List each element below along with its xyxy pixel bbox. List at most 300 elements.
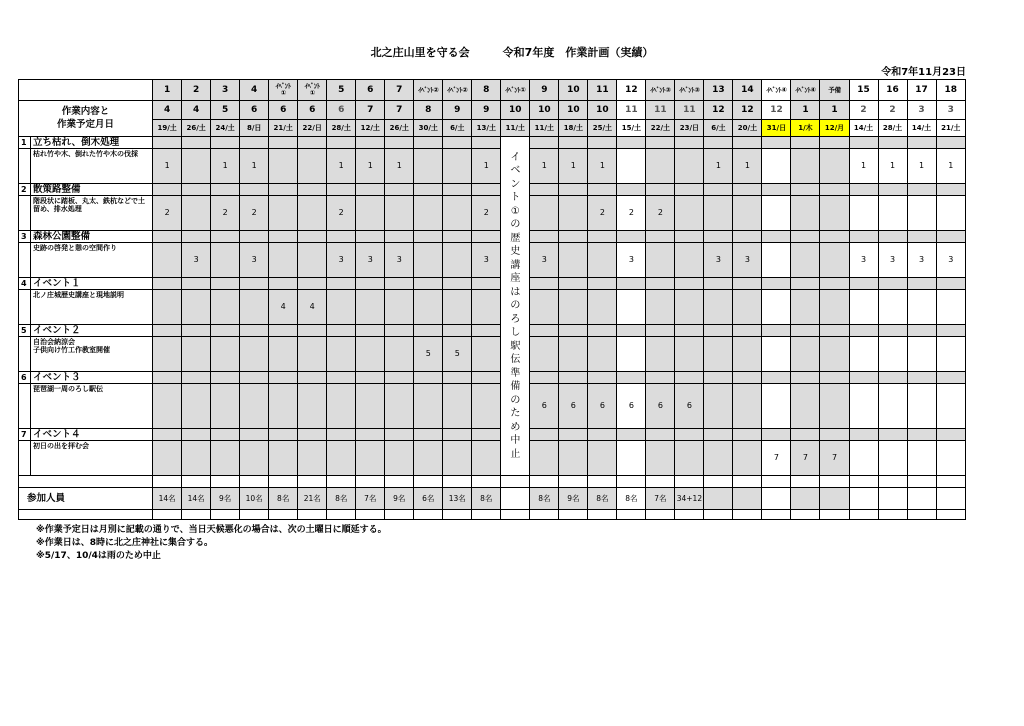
task-value-cell [414, 290, 443, 325]
table-cell [327, 184, 356, 196]
table-cell [907, 476, 936, 488]
column-month: 7 [385, 101, 414, 120]
task-value-cell [443, 149, 472, 184]
table-cell [240, 325, 269, 337]
task-value-cell [675, 243, 704, 278]
table-cell [588, 231, 617, 243]
table-cell [646, 325, 675, 337]
note-line: ※5/17、10/4は雨のため中止 [36, 551, 161, 561]
table-cell [762, 372, 791, 384]
task-value-cell [849, 384, 878, 429]
table-cell [385, 278, 414, 290]
table-cell [153, 429, 182, 441]
task-value-cell [153, 441, 182, 476]
table-cell [19, 510, 153, 520]
table-cell [414, 184, 443, 196]
table-cell [820, 429, 849, 441]
column-number: 1 [153, 80, 182, 101]
participants-cell: 21名 [298, 488, 327, 510]
column-date: 20/土 [733, 120, 762, 137]
task-value-cell [153, 290, 182, 325]
task-title: 森林公園整備 [31, 231, 153, 243]
table-cell [385, 231, 414, 243]
task-value-cell: 6 [588, 384, 617, 429]
table-cell [617, 476, 646, 488]
participants-cell: 8名 [588, 488, 617, 510]
table-cell [820, 325, 849, 337]
table-cell [269, 429, 298, 441]
task-value-cell [675, 337, 704, 372]
table-cell [443, 278, 472, 290]
task-value-cell: 2 [472, 196, 501, 231]
column-number: ｲﾍﾞﾝﾄ④ [762, 80, 791, 101]
task-value-cell [327, 441, 356, 476]
task-value-cell: 6 [617, 384, 646, 429]
task-value-cell [443, 441, 472, 476]
task-value-cell [414, 384, 443, 429]
column-number: ｲﾍﾞﾝﾄ④ [791, 80, 820, 101]
table-cell [501, 510, 530, 520]
task-value-cell [443, 290, 472, 325]
table-cell [19, 243, 31, 278]
column-month: 2 [878, 101, 907, 120]
table-cell [733, 231, 762, 243]
table-cell [19, 384, 31, 429]
task-value-cell [443, 196, 472, 231]
table-cell [472, 184, 501, 196]
table-cell [443, 372, 472, 384]
column-number: ｲﾍﾞﾝﾄ ① [269, 80, 298, 101]
table-cell [298, 137, 327, 149]
table-cell [559, 278, 588, 290]
column-month: 4 [153, 101, 182, 120]
task-value-cell [704, 384, 733, 429]
task-value-cell [298, 384, 327, 429]
column-month: 10 [559, 101, 588, 120]
task-value-cell [153, 337, 182, 372]
column-date: 14/土 [907, 120, 936, 137]
participants-cell: 8名 [269, 488, 298, 510]
table-cell [211, 372, 240, 384]
task-value-cell [617, 290, 646, 325]
table-cell [530, 278, 559, 290]
task-value-cell [762, 196, 791, 231]
task-value-cell [472, 337, 501, 372]
table-cell [820, 278, 849, 290]
table-cell [820, 137, 849, 149]
table-cell [907, 278, 936, 290]
table-cell [414, 231, 443, 243]
table-cell [936, 278, 965, 290]
table-cell [414, 476, 443, 488]
participants-cell: 14名 [153, 488, 182, 510]
column-number: 8 [472, 80, 501, 101]
table-cell [211, 325, 240, 337]
column-number: 4 [240, 80, 269, 101]
column-number: ｲﾍﾞﾝﾄ① [501, 80, 530, 101]
table-cell [617, 137, 646, 149]
column-date: 26/土 [182, 120, 211, 137]
column-month: 7 [356, 101, 385, 120]
task-value-cell [936, 337, 965, 372]
column-date: 28/土 [878, 120, 907, 137]
task-value-cell [530, 196, 559, 231]
column-month: 10 [530, 101, 559, 120]
table-cell [559, 325, 588, 337]
task-value-cell [820, 290, 849, 325]
column-month: 1 [820, 101, 849, 120]
column-date: 31/日 [762, 120, 791, 137]
task-value-cell [559, 441, 588, 476]
table-cell [414, 372, 443, 384]
table-cell [849, 325, 878, 337]
task-value-cell: 5 [414, 337, 443, 372]
column-month: 10 [588, 101, 617, 120]
column-month: 4 [182, 101, 211, 120]
table-cell [762, 476, 791, 488]
column-date: 11/土 [530, 120, 559, 137]
table-cell [298, 278, 327, 290]
task-value-cell [733, 290, 762, 325]
table-cell [646, 231, 675, 243]
table-cell [849, 510, 878, 520]
task-value-cell: 2 [240, 196, 269, 231]
table-cell [820, 510, 849, 520]
table-cell [385, 476, 414, 488]
table-cell [646, 510, 675, 520]
column-number: 2 [182, 80, 211, 101]
task-value-cell [385, 196, 414, 231]
task-detail: 自治会納涼会 子供向け竹工作教室開催 [31, 337, 153, 372]
table-cell [182, 476, 211, 488]
table-cell [733, 184, 762, 196]
table-cell [269, 137, 298, 149]
column-date: 12/土 [356, 120, 385, 137]
task-value-cell: 1 [472, 149, 501, 184]
participants-cell: 13名 [443, 488, 472, 510]
table-cell [356, 184, 385, 196]
task-value-cell [704, 290, 733, 325]
task-detail: 北ノ庄城歴史講座と現地説明 [31, 290, 153, 325]
table-cell [385, 429, 414, 441]
task-value-cell: 2 [153, 196, 182, 231]
table-cell [298, 325, 327, 337]
table-cell [878, 510, 907, 520]
task-value-cell [588, 337, 617, 372]
table-cell [19, 149, 31, 184]
column-date: 8/日 [240, 120, 269, 137]
table-cell [733, 510, 762, 520]
table-cell [327, 231, 356, 243]
table-cell [356, 476, 385, 488]
table-cell [414, 325, 443, 337]
table-cell [878, 476, 907, 488]
table-cell [182, 231, 211, 243]
task-value-cell [298, 196, 327, 231]
column-month: 6 [269, 101, 298, 120]
column-date: 24/土 [211, 120, 240, 137]
task-detail: 史跡の啓発と憩の空間作り [31, 243, 153, 278]
table-cell [733, 372, 762, 384]
task-index: 5 [19, 325, 31, 337]
table-cell [704, 278, 733, 290]
task-value-cell: 2 [646, 196, 675, 231]
table-cell [791, 184, 820, 196]
table-cell [356, 325, 385, 337]
table-cell [588, 325, 617, 337]
table-cell [675, 278, 704, 290]
task-value-cell: 3 [878, 243, 907, 278]
task-value-cell [936, 290, 965, 325]
participants-cell: 8名 [327, 488, 356, 510]
task-value-cell [269, 337, 298, 372]
table-cell [153, 510, 182, 520]
task-value-cell [762, 337, 791, 372]
column-number: 13 [704, 80, 733, 101]
task-value-cell: 3 [617, 243, 646, 278]
column-month: 5 [211, 101, 240, 120]
participants-cell: 6名 [414, 488, 443, 510]
task-value-cell [791, 196, 820, 231]
table-cell [675, 372, 704, 384]
table-cell [849, 184, 878, 196]
task-value-cell [356, 196, 385, 231]
table-cell [356, 510, 385, 520]
table-cell [704, 137, 733, 149]
table-cell [559, 137, 588, 149]
table-cell [791, 231, 820, 243]
column-number: 17 [907, 80, 936, 101]
task-value-cell: 4 [269, 290, 298, 325]
table-cell [298, 372, 327, 384]
table-cell [675, 510, 704, 520]
table-cell [704, 510, 733, 520]
item-label-line: 作業内容と [61, 106, 110, 118]
task-value-cell [385, 337, 414, 372]
table-cell [182, 510, 211, 520]
table-cell [733, 325, 762, 337]
task-value-cell [733, 384, 762, 429]
task-value-cell: 6 [530, 384, 559, 429]
column-month: 6 [240, 101, 269, 120]
task-value-cell [385, 384, 414, 429]
column-month: 9 [443, 101, 472, 120]
table-cell [530, 184, 559, 196]
task-value-cell: 1 [153, 149, 182, 184]
column-date: 25/土 [588, 120, 617, 137]
task-value-cell [356, 384, 385, 429]
table-cell [675, 184, 704, 196]
table-cell [153, 476, 182, 488]
header-corner [19, 80, 153, 101]
column-month: 3 [907, 101, 936, 120]
column-date: 15/土 [617, 120, 646, 137]
task-value-cell: 5 [443, 337, 472, 372]
task-value-cell [153, 384, 182, 429]
task-value-cell [356, 337, 385, 372]
table-cell [936, 510, 965, 520]
table-cell [849, 372, 878, 384]
table-cell [298, 429, 327, 441]
task-value-cell [849, 441, 878, 476]
column-date: 6/土 [704, 120, 733, 137]
task-title: イベント１ [31, 278, 153, 290]
task-value-cell [820, 337, 849, 372]
task-value-cell: 6 [559, 384, 588, 429]
participants-cell [936, 488, 965, 510]
task-value-cell [559, 243, 588, 278]
table-cell [704, 372, 733, 384]
column-number: 11 [588, 80, 617, 101]
column-date: 22/土 [646, 120, 675, 137]
task-value-cell [791, 384, 820, 429]
table-cell [356, 137, 385, 149]
task-value-cell: 1 [907, 149, 936, 184]
task-index: 6 [19, 372, 31, 384]
table-cell [936, 476, 965, 488]
table-cell [298, 231, 327, 243]
table-cell [385, 184, 414, 196]
participants-cell [820, 488, 849, 510]
table-cell [211, 510, 240, 520]
participants-cell: 7名 [646, 488, 675, 510]
task-value-cell [298, 441, 327, 476]
participants-cell [878, 488, 907, 510]
task-value-cell [443, 243, 472, 278]
table-cell [153, 278, 182, 290]
column-number: 6 [356, 80, 385, 101]
task-value-cell [414, 243, 443, 278]
column-date: 13/土 [472, 120, 501, 137]
table-cell [791, 372, 820, 384]
task-value-cell [356, 290, 385, 325]
table-cell [675, 325, 704, 337]
task-value-cell [878, 290, 907, 325]
task-value-cell [182, 337, 211, 372]
table-cell [878, 278, 907, 290]
task-value-cell: 1 [385, 149, 414, 184]
task-value-cell: 1 [878, 149, 907, 184]
task-title: イベント３ [31, 372, 153, 384]
task-detail: 階段状に踏板、丸太、鉄杭などで土留め、排水処理 [31, 196, 153, 231]
task-value-cell [327, 290, 356, 325]
task-value-cell [240, 384, 269, 429]
table-cell [791, 476, 820, 488]
task-value-cell: 3 [327, 243, 356, 278]
table-cell [240, 476, 269, 488]
table-cell [907, 137, 936, 149]
task-value-cell [269, 384, 298, 429]
table-cell [356, 278, 385, 290]
column-date: 1/木 [791, 120, 820, 137]
table-cell [182, 184, 211, 196]
table-cell [559, 476, 588, 488]
column-date: 6/土 [443, 120, 472, 137]
table-cell [617, 231, 646, 243]
task-value-cell [762, 290, 791, 325]
column-date: 30/土 [414, 120, 443, 137]
task-value-cell [240, 290, 269, 325]
task-value-cell: 3 [733, 243, 762, 278]
task-index: 4 [19, 278, 31, 290]
task-value-cell [936, 384, 965, 429]
table-cell [472, 372, 501, 384]
table-cell [588, 278, 617, 290]
column-number: 15 [849, 80, 878, 101]
task-value-cell: 6 [675, 384, 704, 429]
task-value-cell [530, 290, 559, 325]
table-cell [153, 137, 182, 149]
task-value-cell [327, 384, 356, 429]
table-cell [356, 429, 385, 441]
table-cell [646, 372, 675, 384]
task-value-cell [530, 441, 559, 476]
task-value-cell [907, 384, 936, 429]
task-value-cell: 7 [820, 441, 849, 476]
task-value-cell [936, 441, 965, 476]
table-cell [298, 476, 327, 488]
table-cell [153, 231, 182, 243]
note-line: ※作業予定日は月別に記載の通りで、当日天候悪化の場合は、次の土曜日に順延する。 [36, 525, 387, 535]
task-value-cell: 7 [791, 441, 820, 476]
table-cell [211, 429, 240, 441]
table-cell [704, 231, 733, 243]
column-number: 10 [559, 80, 588, 101]
task-value-cell [617, 337, 646, 372]
table-cell [153, 372, 182, 384]
task-value-cell [269, 196, 298, 231]
table-cell [907, 184, 936, 196]
table-cell [269, 278, 298, 290]
column-month: 12 [733, 101, 762, 120]
table-cell [472, 325, 501, 337]
table-cell [385, 372, 414, 384]
table-cell [530, 372, 559, 384]
task-value-cell [646, 243, 675, 278]
task-value-cell [675, 149, 704, 184]
table-cell [907, 231, 936, 243]
cancel-text: イベント①の歴史講座はのろし駅伝準備のため中止 [510, 151, 521, 460]
task-value-cell [182, 290, 211, 325]
column-date: 21/土 [269, 120, 298, 137]
table-cell [675, 429, 704, 441]
table-cell [182, 137, 211, 149]
participants-cell [907, 488, 936, 510]
column-date: 21/土 [936, 120, 965, 137]
participants-cell: 8名 [472, 488, 501, 510]
table-cell [936, 231, 965, 243]
task-value-cell [820, 149, 849, 184]
table-cell [211, 278, 240, 290]
table-cell [762, 137, 791, 149]
table-cell [559, 372, 588, 384]
table-cell [559, 510, 588, 520]
task-index: 1 [19, 137, 31, 149]
task-value-cell [820, 196, 849, 231]
table-cell [211, 184, 240, 196]
table-cell [849, 476, 878, 488]
column-number: ｲﾍﾞﾝﾄ② [414, 80, 443, 101]
table-cell [443, 137, 472, 149]
table-cell [704, 429, 733, 441]
table-cell [501, 476, 530, 488]
task-value-cell [588, 243, 617, 278]
task-value-cell [472, 384, 501, 429]
task-value-cell: 1 [936, 149, 965, 184]
task-value-cell [878, 196, 907, 231]
table-cell [19, 337, 31, 372]
table-cell [472, 510, 501, 520]
